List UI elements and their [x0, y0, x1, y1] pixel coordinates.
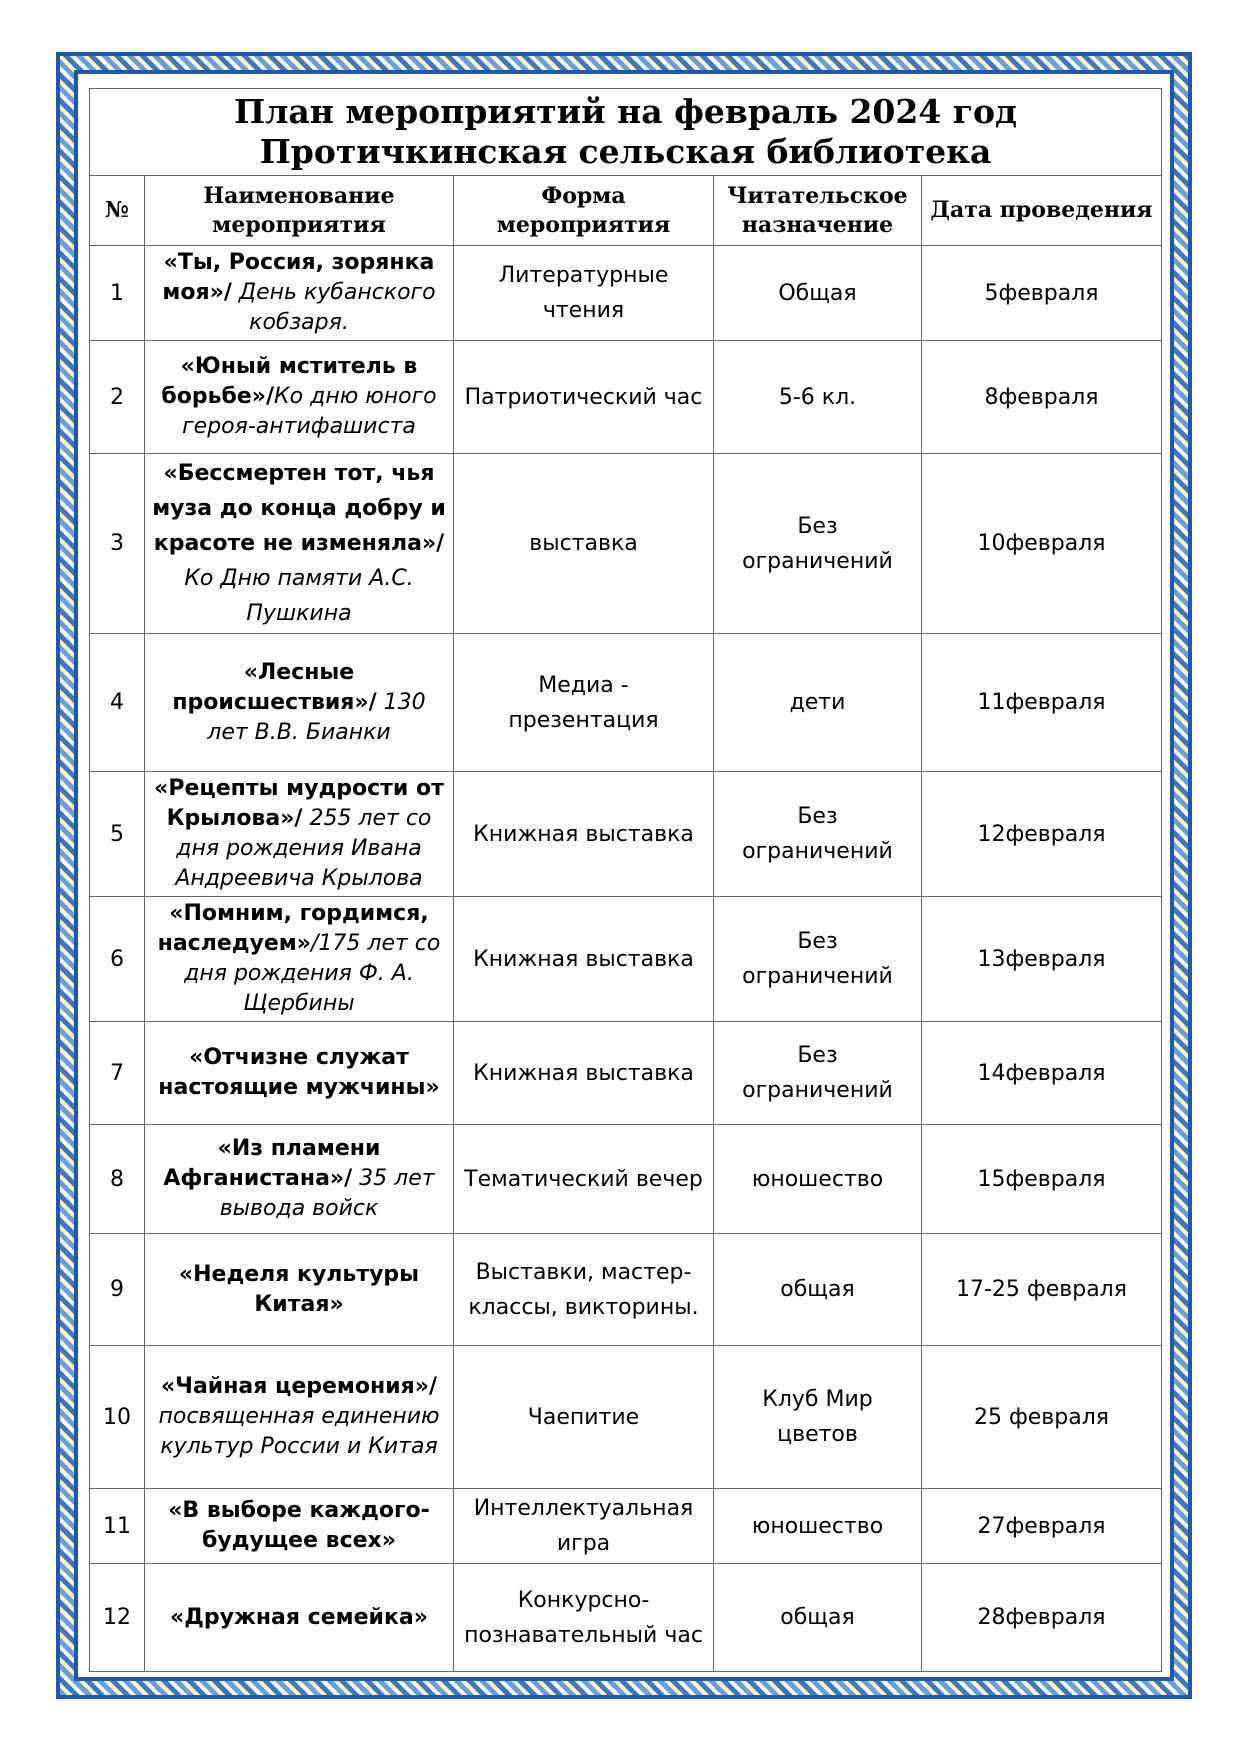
header-name: Наименование мероприятия	[145, 176, 454, 246]
event-title: «Отчизне служат настоящие мужчины»	[158, 1045, 440, 1100]
header-form: Форма мероприятия	[454, 176, 714, 246]
event-form: Книжная выставка	[454, 1022, 714, 1125]
header-row	[90, 176, 1162, 246]
event-audience: дети	[714, 634, 922, 772]
event-subtitle: Ко дню юного героя-антифашиста	[182, 384, 437, 439]
events-plan-table	[89, 88, 1162, 1672]
event-name	[145, 1022, 454, 1125]
title-row	[90, 89, 1162, 176]
event-subtitle: 130 лет В.В. Бианки	[207, 689, 426, 745]
event-name	[145, 1564, 454, 1672]
event-title: «Неделя культуры Китая»	[178, 1261, 420, 1317]
event-audience: Клуб Мир цветов	[714, 1346, 922, 1489]
row-number: 10	[90, 1346, 145, 1489]
table-row	[90, 772, 1162, 897]
event-date: 17-25 февраля	[922, 1234, 1162, 1346]
event-subtitle: Ко Дню памяти А.С. Пушкина	[184, 566, 414, 626]
event-audience: юношество	[714, 1125, 922, 1234]
table-row	[90, 246, 1162, 341]
table-row	[90, 1489, 1162, 1564]
event-audience: Без ограничений	[714, 897, 922, 1022]
event-form: Интеллектуальная игра	[454, 1489, 714, 1564]
table-row	[90, 634, 1162, 772]
event-form: выставка	[454, 454, 714, 634]
event-title: «Ты, Россия, зорянка моя»/	[162, 250, 435, 305]
event-title: «Рецепты мудрости от Крылова»/	[154, 776, 444, 831]
event-date: 5февраля	[922, 246, 1162, 341]
title-line-1: План мероприятий на февраль 2024 год	[233, 92, 1018, 131]
table-body	[90, 246, 1162, 1672]
event-form: Медиа - презентация	[454, 634, 714, 772]
event-title: «Лесные происшествия»/	[172, 659, 377, 715]
event-date: 12февраля	[922, 772, 1162, 897]
event-subtitle: посвященная единению культур России и Китая	[158, 1404, 440, 1459]
header-num: №	[90, 176, 145, 246]
row-number: 4	[90, 634, 145, 772]
event-form: Выставки, мастер-классы, викторины.	[454, 1234, 714, 1346]
event-subtitle: /175 лет со дня рождения Ф. А. Щербины	[184, 931, 441, 1016]
event-title: «Из пламени Афганистана»/	[163, 1136, 381, 1191]
event-name	[145, 772, 454, 897]
event-audience: 5-6 кл.	[714, 341, 922, 454]
event-title: «Чайная церемония»/	[160, 1374, 438, 1399]
row-number: 2	[90, 341, 145, 454]
row-number: 1	[90, 246, 145, 341]
event-date: 25 февраля	[922, 1346, 1162, 1489]
event-title: «В выборе каждого-будущее всех»	[168, 1498, 430, 1553]
row-number: 6	[90, 897, 145, 1022]
table-row	[90, 1346, 1162, 1489]
header-date: Дата проведения	[922, 176, 1162, 246]
event-name	[145, 1125, 454, 1234]
event-date: 13февраля	[922, 897, 1162, 1022]
event-audience: общая	[714, 1234, 922, 1346]
event-audience: Без ограничений	[714, 454, 922, 634]
event-title: «Дружная семейка»	[170, 1604, 428, 1630]
event-audience: общая	[714, 1564, 922, 1672]
table-row	[90, 1564, 1162, 1672]
event-name	[145, 246, 454, 341]
event-name	[145, 897, 454, 1022]
table-row	[90, 1125, 1162, 1234]
row-number: 9	[90, 1234, 145, 1346]
event-subtitle: 255 лет со дня рождения Ивана Андреевича Крылова	[175, 806, 432, 891]
event-title: «Бессмертен тот, чья муза до конца добру и красоте не изменяла»/	[152, 461, 446, 556]
event-form: Патриотический час	[454, 341, 714, 454]
event-name	[145, 1489, 454, 1564]
row-number: 8	[90, 1125, 145, 1234]
event-subtitle: День кубанского кобзаря.	[231, 280, 436, 335]
row-number: 12	[90, 1564, 145, 1672]
row-number: 3	[90, 454, 145, 634]
document-title	[90, 89, 1162, 176]
event-date: 10февраля	[922, 454, 1162, 634]
event-form: Тематический вечер	[454, 1125, 714, 1234]
table-row	[90, 897, 1162, 1022]
title-line-2: Протичкинская сельская библиотека	[259, 132, 992, 171]
event-audience: юношество	[714, 1489, 922, 1564]
table-row	[90, 454, 1162, 634]
row-number: 5	[90, 772, 145, 897]
event-date: 14февраля	[922, 1022, 1162, 1125]
event-form: Конкурсно-познавательный час	[454, 1564, 714, 1672]
event-title: «Юный мститель в борьбе»/	[161, 354, 418, 409]
table-row	[90, 341, 1162, 454]
event-name	[145, 1234, 454, 1346]
event-audience: Общая	[714, 246, 922, 341]
row-number: 11	[90, 1489, 145, 1564]
event-date: 28февраля	[922, 1564, 1162, 1672]
event-name	[145, 454, 454, 634]
event-name	[145, 341, 454, 454]
event-audience: Без ограничений	[714, 1022, 922, 1125]
row-number: 7	[90, 1022, 145, 1125]
event-form: Книжная выставка	[454, 772, 714, 897]
event-form: Литературные чтения	[454, 246, 714, 341]
table-row	[90, 1234, 1162, 1346]
event-title: «Помним, гордимся, наследуем»	[157, 901, 429, 956]
header-audience: Читательское назначение	[714, 176, 922, 246]
event-date: 11февраля	[922, 634, 1162, 772]
event-date: 27февраля	[922, 1489, 1162, 1564]
event-name	[145, 634, 454, 772]
event-subtitle: 35 лет вывода войск	[219, 1166, 435, 1221]
event-audience: Без ограничений	[714, 772, 922, 897]
table-row	[90, 1022, 1162, 1125]
event-date: 15февраля	[922, 1125, 1162, 1234]
event-date: 8февраля	[922, 341, 1162, 454]
event-form: Чаепитие	[454, 1346, 714, 1489]
event-name	[145, 1346, 454, 1489]
event-form: Книжная выставка	[454, 897, 714, 1022]
